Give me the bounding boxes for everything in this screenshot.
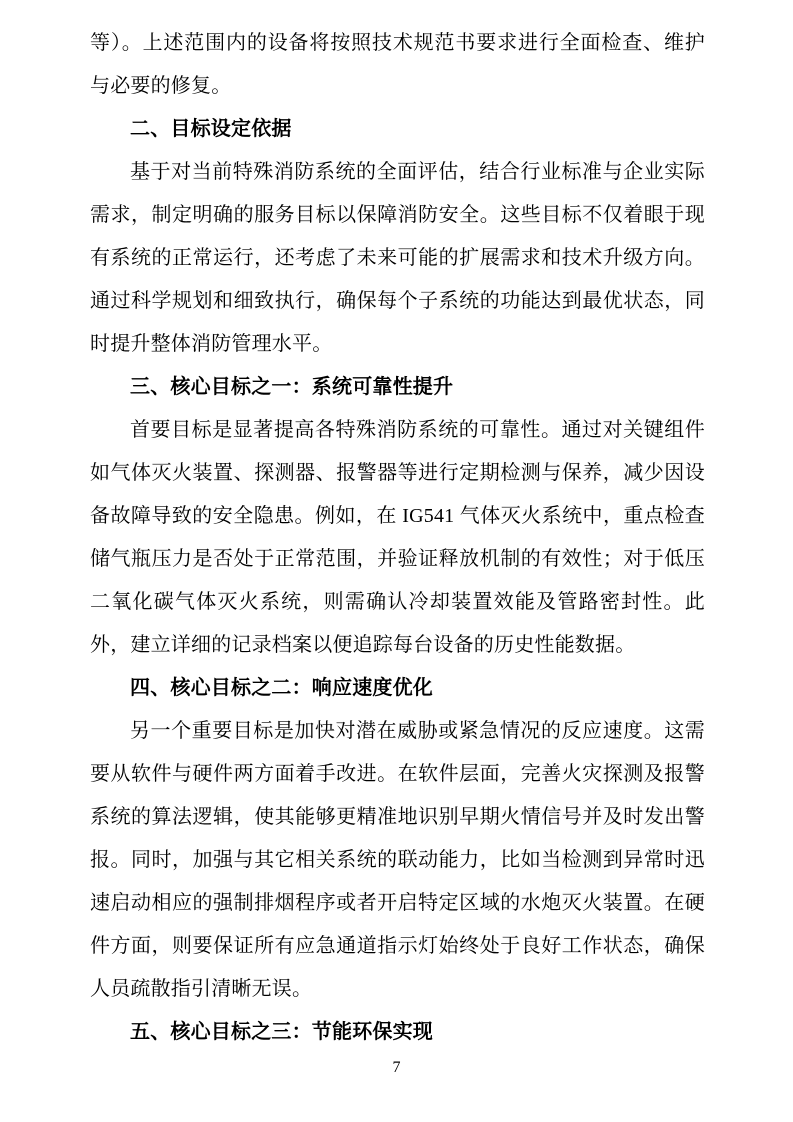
heading-section-3-reliability: 三、核心目标之一：系统可靠性提升	[130, 376, 454, 398]
paragraph-goal-basis: 基于对当前特殊消防系统的全面评估，结合行业标准与企业实际需求，制定明确的服务目标以保障消防安全。这些目标不仅着眼于现有系统的正常运行，还考虑了未来可能的扩展需求和技术升级方向。通过科学规划和细致执行，确保每个子系统的功能达到最优状态，同时提升整体消防管理水平。	[90, 161, 705, 355]
paragraph-response-speed: 另一个重要目标是加快对潜在威胁或紧急情况的反应速度。这需要从软件与硬件两方面着手改进。在软件层面，完善火灾探测及报警系统的算法逻辑，使其能够更精准地识别早期火情信号并及时发出警报。同时，加强与其它相关系统的联动能力，比如当检测到异常时迅速启动相应的强制排烟程序或者开启特定区域的水炮灭火装置。在硬件方面，则要保证所有应急通道指示灯始终处于良好工作状态，确保人员疏散指引清晰无误。	[90, 720, 705, 1000]
page-number: 7	[392, 1059, 401, 1076]
paragraph-reliability: 首要目标是显著提高各特殊消防系统的可靠性。通过对关键组件如气体灭火装置、探测器、报警器等进行定期检测与保养，减少因设备故障导致的安全隐患。例如，在 IG541 气体灭火系统中，重点检查储气瓶压力是否处于正常范围，并验证释放机制的有效性；对于低压二氧化碳气体灭火系统，则需确认冷却装置效能及管路密封性。此外，建立详细的记录档案以便追踪每台设备的历史性能数据。	[90, 419, 705, 656]
heading-section-2-goal-basis: 二、目标设定依据	[130, 118, 292, 140]
page-footer	[0, 1058, 793, 1078]
heading-section-4-response-speed: 四、核心目标之二：响应速度优化	[130, 677, 433, 699]
paragraph-continuation: 等）。上述范围内的设备将按照技术规范书要求进行全面检查、维护与必要的修复。	[90, 32, 705, 97]
heading-section-5-energy-saving: 五、核心目标之三：节能环保实现	[130, 1021, 433, 1043]
